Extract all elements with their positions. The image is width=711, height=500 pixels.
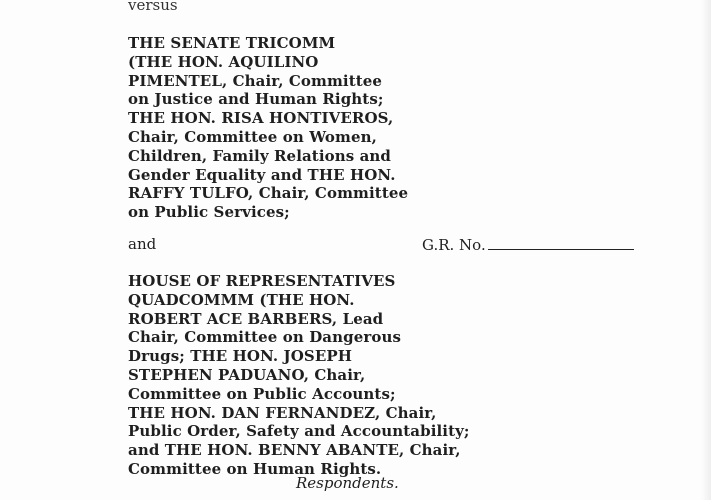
- gr-number-field: [422, 235, 634, 254]
- senate-respondent-block: [128, 34, 408, 222]
- house-line: THE HON. DAN FERNANDEZ, Chair,: [128, 403, 437, 422]
- house-line: ROBERT ACE BARBERS, Lead: [128, 309, 384, 328]
- house-line: Committee on Public Accounts;: [128, 384, 396, 403]
- versus-label: versus: [128, 0, 178, 14]
- house-line: QUADCOMMM (THE HON.: [128, 290, 355, 309]
- house-line: and THE HON. BENNY ABANTE, Chair,: [128, 441, 461, 460]
- senate-line: THE HON. RISA HONTIVEROS,: [128, 109, 394, 128]
- senate-line: Chair, Committee on Women,: [128, 127, 377, 146]
- senate-line: (THE HON. AQUILINO: [128, 52, 319, 71]
- house-line: Drugs; THE HON. JOSEPH: [128, 347, 353, 366]
- house-respondent-block: [128, 272, 470, 479]
- house-line: HOUSE OF REPRESENTATIVES: [128, 272, 396, 290]
- house-line: STEPHEN PADUANO, Chair,: [128, 365, 366, 384]
- senate-line: Children, Family Relations and: [128, 146, 392, 165]
- page-edge-shadow: [701, 0, 711, 500]
- senate-line: RAFFY TULFO, Chair, Committee: [128, 184, 409, 203]
- senate-line: on Justice and Human Rights;: [128, 90, 384, 109]
- senate-line: on Public Services;: [128, 203, 290, 222]
- senate-line: Gender Equality and THE HON.: [128, 165, 396, 184]
- and-label: and: [128, 235, 157, 253]
- house-line: Public Order, Safety and Accountability;: [128, 422, 470, 441]
- senate-line: THE SENATE TRICOMM: [128, 34, 336, 52]
- house-line: Committee on Human Rights.: [128, 459, 382, 478]
- gr-number-label: G.R. No.: [422, 236, 486, 254]
- respondents-label: Respondents.: [296, 474, 399, 492]
- senate-line: PIMENTEL, Chair, Committee: [128, 71, 383, 90]
- house-line: Chair, Committee on Dangerous: [128, 328, 402, 347]
- gr-number-blank-line: [488, 235, 634, 250]
